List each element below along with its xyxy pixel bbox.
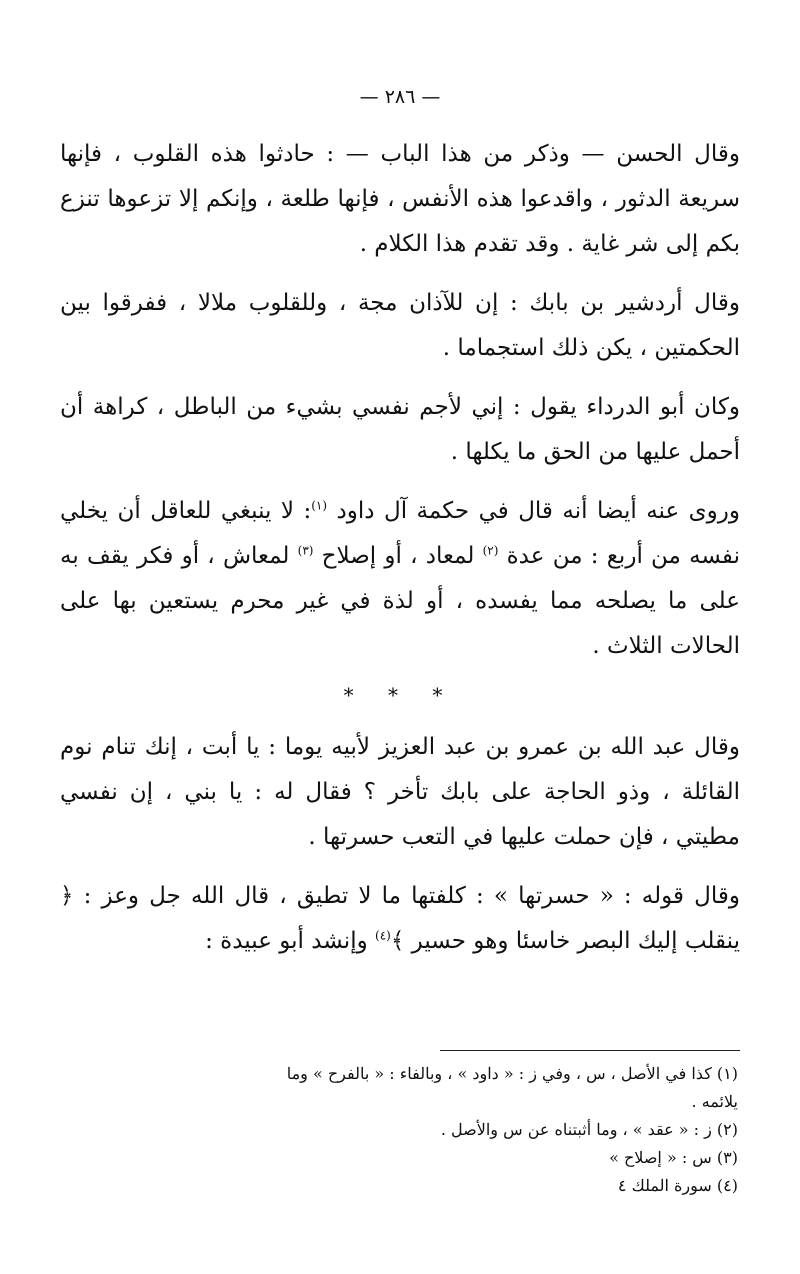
paragraph-text: وقال أردشير بن بابك : إن للآذان مجة ، وللقلوب ملالا ، ففرقوا بين الحكمتين ، يكن ذلك استجماما . [60, 290, 740, 361]
body-text [60, 132, 740, 978]
paragraph-text: وكان أبو الدرداء يقول : إني لأجم نفسي بشيء من الباطل ، كراهة أن أحمل عليها من الحق ما يكلها . [60, 394, 740, 465]
paragraph-text: لمعاد ، أو إصلاح [313, 543, 483, 569]
paragraph-text: وروى عنه أيضا أنه قال في حكمة آل داود [327, 498, 741, 524]
footnote-4: (٤) سورة الملك ٤ [617, 1176, 738, 1195]
footnote-3: (٣) س : « إصلاح » [609, 1148, 738, 1167]
paragraph-abu-darda [60, 385, 740, 475]
footnote-ref-4: (٤) [375, 928, 391, 943]
footnote-ref-2: (٢) [482, 543, 499, 558]
paragraph-commentary [60, 874, 740, 964]
page-number: — ٢٨٦ — [359, 86, 441, 108]
paragraph-text: وقال قوله : « حسرتها » : كلفتها ما لا تطيق ، قال الله جل وعز : ﴿ ينقلب إليك البصر خاسئا وهو حسير ﴾ [60, 883, 740, 954]
section-separator: * * * [343, 683, 457, 707]
footnote-2: (٢) ز : « عقد » ، وما أثبتناه عن س والأصل . [440, 1120, 738, 1139]
paragraph-ardashir [60, 281, 740, 371]
paragraph-hasan [60, 132, 740, 267]
paragraph-text: لمعاش ، أو فكر يقف به على ما يصلحه مما يفسده ، أو لذة في غير محرم يستعين بها على الحالات الثلاث . [60, 543, 740, 659]
footnote-ref-1: (١) [311, 498, 328, 513]
paragraph-abdullah [60, 725, 740, 860]
paragraph-text: : لا ينبغي للعاقل أن يخلي نفسه من أربع : من عدة [60, 498, 740, 569]
paragraph-text: وقال الحسن — وذكر من هذا الباب — : حادثوا هذه القلوب ، فإنها سريعة الدثور ، واقدعوا هذه الأنفس ، فإنها طلعة ، وإنكم إلا تزعوها تنزع بكم إلى شر غاية . وقد تقدم هذا الكلام . [60, 141, 740, 257]
footnotes [278, 1060, 738, 1200]
paragraph-text: وقال عبد الله بن عمرو بن عبد العزيز لأبيه يوما : يا أبت ، إنك تنام نوم القائلة ، وذو الحاجة على بابك تأخر ؟ فقال له : يا بني ، إن نفسي مطيتي ، فإن حملت عليها في التعب حسرتها . [60, 734, 740, 850]
footnote-divider [440, 1050, 740, 1051]
footnote-1: (١) كذا في الأصل ، س ، وفي ز : « داود » ، وبالفاء : « بالفرح » وما يلائمه . [286, 1064, 738, 1111]
paragraph-text: وإنشد أبو عبيدة : [205, 928, 376, 954]
footnote-ref-3: (٣) [297, 543, 314, 558]
paragraph-aal-dawud [60, 489, 740, 669]
